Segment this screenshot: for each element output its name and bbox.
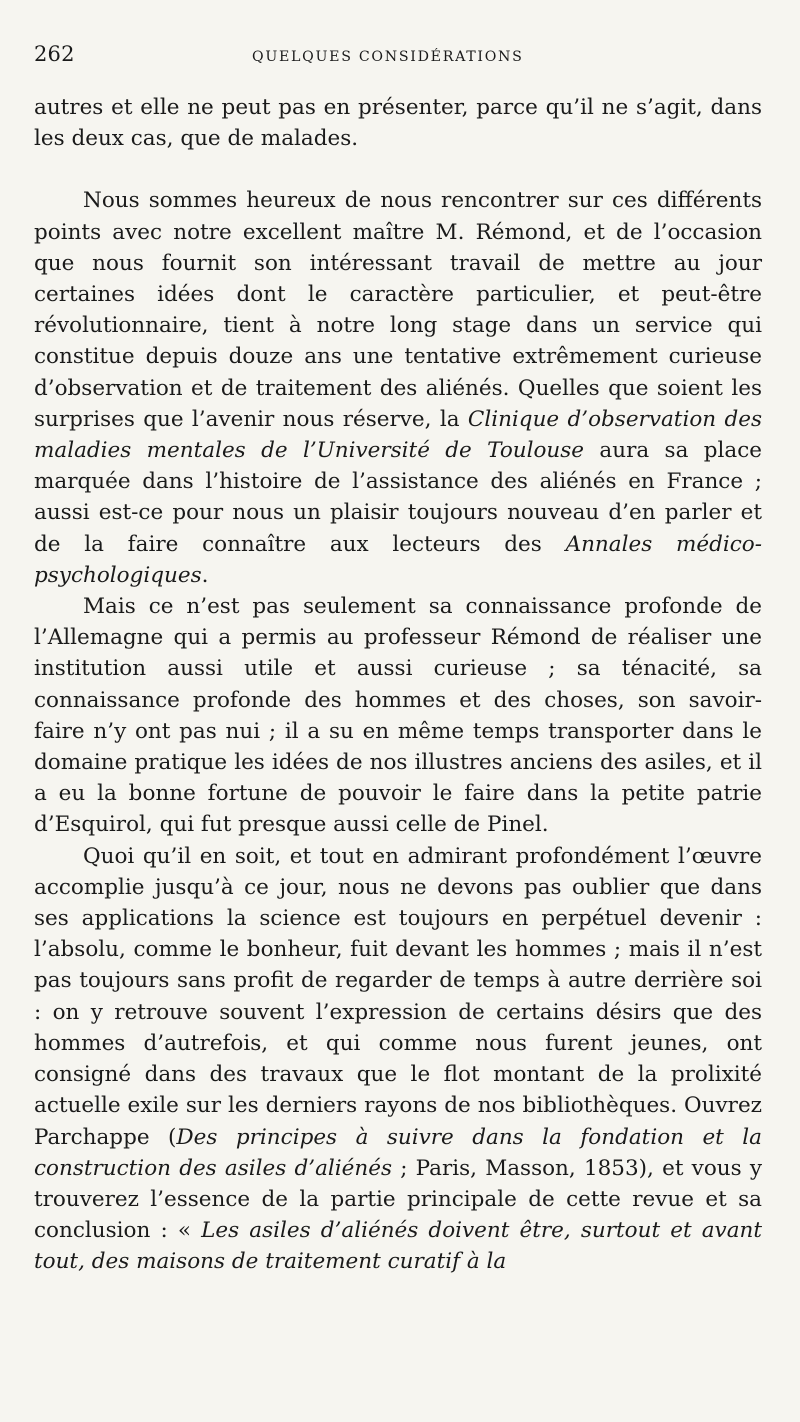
italic-title-parchappe: Des principes à suivre dans la fondation et la construction des asiles d’aliénés [34, 1124, 762, 1181]
text-run: Quoi qu’il en soit, et tout en admirant profondément l’œuvre accomplie jusqu’à ce jour, nous ne devons pas oublier que dans ses applications la science est toujours en perpétuel devenir : l’absolu, comme le bonheur, fuit devant les hommes ; mais il n’est pas toujours sans profit de regarder de temps à autre derrière soi : on y retrouve souvent l’expression de certains désirs que des hommes d’autrefois, et qui comme nous furent jeunes, ont consigné dans des travaux que le flot montant de la prolixité actuelle exile sur les derniers rayons de nos bibliothèques. Ouvrez Parchappe ( [34, 843, 762, 1150]
italic-title-clinique: Clinique d’observation des maladies mentales de l’Université de Toulouse [34, 406, 762, 464]
italic-title-annales: Annales médico-psychologiques [34, 531, 762, 588]
paragraph-1 [34, 92, 762, 154]
page-number: 262 [34, 42, 75, 66]
paragraph-4 [34, 841, 762, 1278]
text-run: Mais ce n’est pas seulement sa connaissance profonde de l’Allemagne qui a permis au professeur Rémond de réaliser une institution aussi utile et aussi curieuse ; sa ténacité, sa connaissance profonde des hommes et des choses, son savoir-faire n’y ont pas nui ; il a su en même temps transporter dans le domaine pratique les idées de nos illustres anciens des asiles, et il a eu la bonne fortune de pouvoir le faire dans la petite patrie d’Esquirol, qui fut presque aussi celle de Pinel. [34, 594, 762, 838]
paragraph-gap [34, 154, 762, 185]
paragraph-2 [34, 185, 762, 591]
text-run: aura sa place marquée dans l’histoire de l’assistance des aliénés en France ; aussi est-ce pour nous un plaisir toujours nouveau d’en parler et de la faire connaître aux lecteurs des [34, 438, 762, 557]
body-text [34, 92, 762, 1278]
text-run: . [201, 562, 209, 588]
page-header [34, 38, 762, 86]
text-run: autres et elle ne peut pas en présenter, parce qu’il ne s’agit, dans les deux cas, que de malades. [34, 95, 762, 152]
running-title: QUELQUES CONSIDÉRATIONS [252, 49, 524, 65]
paragraph-3 [34, 591, 762, 841]
italic-quotation: Les asiles d’aliénés doivent être, surtout et avant tout, des maisons de traitement curatif à la [34, 1218, 762, 1275]
text-run: Nous sommes heureux de nous rencontrer sur ces différents points avec notre excellent maître M. Rémond, et de l’occasion que nous fournit son intéressant travail de mettre au jour certaines idées dont le caractère particulier, et peut-être révolutionnaire, tient à notre long stage dans un service qui constitue depuis douze ans une tentative extrêmement curieuse d’observation et de traitement des aliénés. Quelles que soient les surprises que l’avenir nous réserve, la [34, 188, 762, 432]
text-run: ; Paris, Masson, 1853), et vous y trouverez l’essence de la partie principale de cette revue et sa conclusion : « [34, 1155, 763, 1244]
